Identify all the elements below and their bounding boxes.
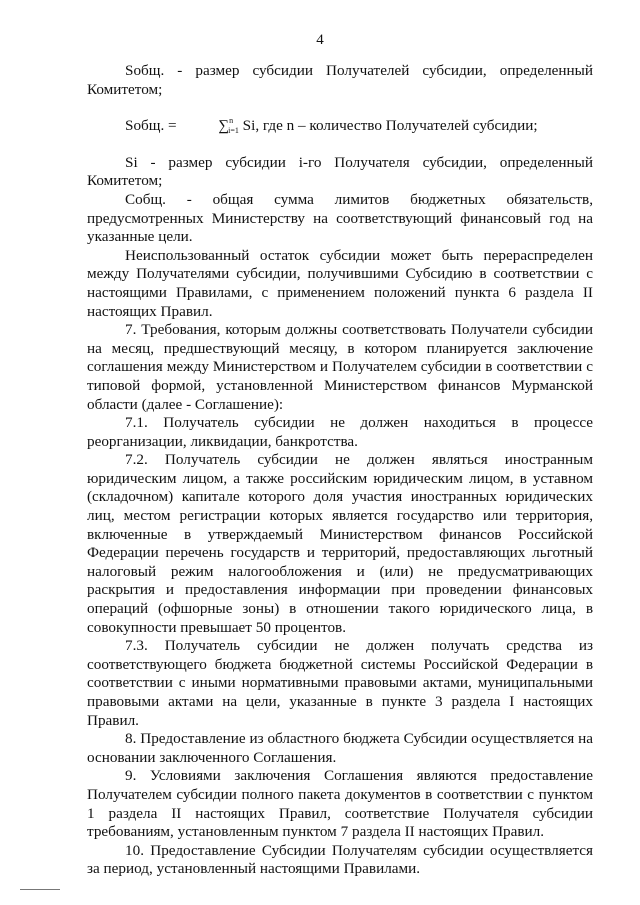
paragraph-item-7-1: 7.1. Получатель субсидии не должен находиться в процессе реорганизации, ликвидации, банкротства. — [87, 414, 593, 450]
paragraph-si-definition: Si - размер субсидии i-го Получателя субсидии, определенный Комитетом; — [87, 153, 593, 190]
paragraph-item-10: 10. Предоставление Субсидии Получателям субсидии осуществляется за период, установленный настоящими Правилами. — [87, 841, 593, 878]
sum-symbol — [180, 117, 238, 136]
paragraph-item-9: 9. Условиями заключения Соглашения являются предоставление Получателем субсидии полного пакета документов в соответствии с пунктом 1 раздела II настоящих Правил, соответствие Получателя субсидии требованиям, установленным пунктом 7 раздела II настоящих Правил. — [87, 767, 593, 841]
formula-line — [87, 117, 593, 136]
sum-lower-limit: i=1 — [228, 126, 239, 136]
page-number: 4 — [316, 32, 324, 48]
paragraph-sobsch-definition: Sобщ. - размер субсидии Получателей субсидии, определенный Комитетом; — [87, 62, 593, 98]
paragraph-cobsch-definition: Cобщ. - общая сумма лимитов бюджетных обязательств, предусмотренных Министерству на соответствующий финансовый год на указанные цели. — [87, 190, 593, 246]
paragraph-item-7: 7. Требования, которым должны соответствовать Получатели субсидии на месяц, предшествующий месяцу, в котором планируется заключение соглашения между Министерством и Получателем субсидии в соответствии с типовой формой, установленной Министерством финансов Мурманской области (далее - Соглашение): — [87, 321, 593, 413]
formula-left: Sобщ. = — [125, 117, 181, 135]
spacer — [87, 136, 593, 154]
paragraph-remaining-balance: Неиспользованный остаток субсидии может быть перераспределен между Получателями субсидии, получившими Субсидию в соответствии с настоящими Правилами, с применением положений пункта 6 раздела II настоящих Правил. — [87, 246, 593, 320]
sum-upper-limit: n — [229, 116, 234, 126]
footer-divider — [20, 889, 60, 890]
spacer — [87, 99, 593, 117]
sum-sign: ∑ — [218, 118, 230, 135]
paragraph-item-8: 8. Предоставление из областного бюджета Субсидии осуществляется на основании заключенного Соглашения. — [87, 730, 593, 766]
paragraph-item-7-3: 7.3. Получатель субсидии не должен получать средства из соответствующего бюджета бюджетной системы Российской Федерации в соответствии с иными нормативными правовыми актами, муниципальными правовыми актами на цели, указанные в пункте 3 раздела I настоящих Правил. — [87, 637, 593, 729]
paragraph-item-7-2: 7.2. Получатель субсидии не должен являться иностранным юридическим лицом, а также российским юридическим лицом, в уставном (складочном) капитале которого доля участия иностранных юридических лиц, местом регистрации которых является государство или территория, включенные в утверждаемый Министерством финансов Российской Федерации перечень государств и территорий, предоставляющих льготный налоговый режим налогообложения и (или) не предусматривающих раскрытия и предоставления информации при проведении финансовых операций (офшорные зоны) в отношении такого юридического лица, в совокупности превышает 50 процентов. — [87, 451, 593, 636]
document-body — [87, 62, 593, 879]
formula-right: Si, где n – количество Получателей субсидии; — [238, 117, 538, 135]
